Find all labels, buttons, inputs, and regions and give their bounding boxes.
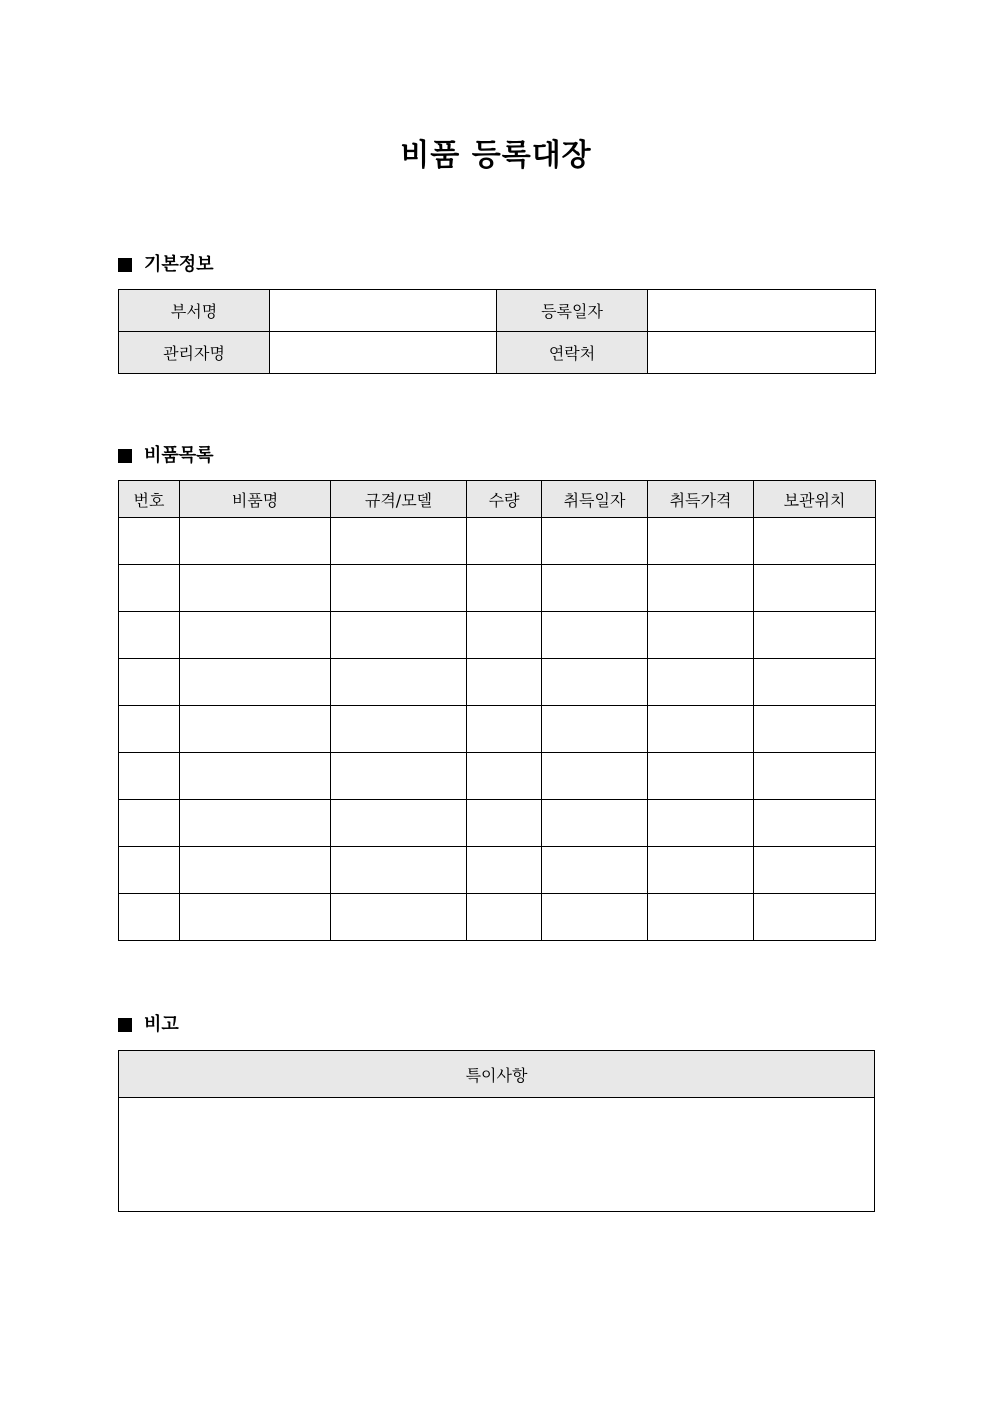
table-cell[interactable] (542, 894, 648, 941)
table-cell[interactable] (542, 706, 648, 753)
table-cell[interactable] (180, 800, 331, 847)
table-cell[interactable] (331, 706, 467, 753)
table-row (119, 706, 876, 753)
table-cell[interactable] (331, 800, 467, 847)
column-header-spec-model: 규격/모델 (331, 481, 467, 518)
table-row (119, 518, 876, 565)
table-cell[interactable] (180, 847, 331, 894)
table-row (119, 659, 876, 706)
table-cell[interactable] (331, 565, 467, 612)
table-cell[interactable] (467, 565, 542, 612)
items-table-body (119, 518, 876, 941)
table-cell[interactable] (180, 659, 331, 706)
table-cell[interactable] (648, 659, 754, 706)
table-cell[interactable] (180, 518, 331, 565)
table-cell[interactable] (648, 800, 754, 847)
table-cell[interactable] (119, 800, 180, 847)
column-header-item-name: 비품명 (180, 481, 331, 518)
table-cell[interactable] (542, 800, 648, 847)
table-cell[interactable] (648, 847, 754, 894)
manager-field[interactable] (270, 332, 497, 374)
column-header-quantity: 수량 (467, 481, 542, 518)
table-cell[interactable] (467, 612, 542, 659)
table-cell[interactable] (119, 612, 180, 659)
registration-date-field[interactable] (648, 290, 876, 332)
table-row (119, 800, 876, 847)
table-cell[interactable] (331, 753, 467, 800)
department-field[interactable] (270, 290, 497, 332)
table-cell[interactable] (331, 659, 467, 706)
label-registration-date: 등록일자 (497, 290, 648, 332)
label-manager: 관리자명 (119, 332, 270, 374)
page-title: 비품 등록대장 (400, 138, 592, 173)
table-cell[interactable] (180, 565, 331, 612)
table-cell[interactable] (467, 800, 542, 847)
table-cell[interactable] (467, 753, 542, 800)
table-cell[interactable] (331, 847, 467, 894)
table-row (119, 612, 876, 659)
table-cell[interactable] (542, 847, 648, 894)
section-heading-notes-label: 비고 (144, 1014, 179, 1035)
items-table (118, 480, 876, 941)
table-cell[interactable] (331, 518, 467, 565)
table-cell[interactable] (119, 659, 180, 706)
label-contact: 연락처 (497, 332, 648, 374)
table-cell[interactable] (754, 753, 876, 800)
table-row (119, 847, 876, 894)
table-cell[interactable] (648, 565, 754, 612)
table-row (119, 894, 876, 941)
label-department: 부서명 (119, 290, 270, 332)
table-cell[interactable] (331, 894, 467, 941)
basic-info-table (118, 289, 876, 374)
table-cell[interactable] (648, 706, 754, 753)
items-header-row (119, 481, 876, 518)
square-bullet-icon (118, 258, 132, 272)
column-header-storage-location: 보관위치 (754, 481, 876, 518)
table-cell[interactable] (180, 612, 331, 659)
column-header-acquisition-date: 취득일자 (542, 481, 648, 518)
table-cell[interactable] (180, 894, 331, 941)
table-cell[interactable] (119, 565, 180, 612)
table-cell[interactable] (754, 612, 876, 659)
table-cell[interactable] (754, 706, 876, 753)
table-cell[interactable] (119, 518, 180, 565)
table-cell[interactable] (119, 847, 180, 894)
section-heading-items (118, 444, 214, 468)
table-cell[interactable] (119, 706, 180, 753)
section-heading-basic (118, 253, 214, 277)
square-bullet-icon (118, 1018, 132, 1032)
table-cell[interactable] (467, 518, 542, 565)
column-header-number: 번호 (119, 481, 180, 518)
table-cell[interactable] (467, 847, 542, 894)
table-row (119, 753, 876, 800)
table-cell[interactable] (542, 753, 648, 800)
table-cell[interactable] (648, 518, 754, 565)
table-cell[interactable] (119, 753, 180, 800)
table-cell[interactable] (542, 612, 648, 659)
table-cell[interactable] (754, 659, 876, 706)
table-cell[interactable] (754, 847, 876, 894)
table-cell[interactable] (467, 894, 542, 941)
table-cell[interactable] (648, 612, 754, 659)
section-heading-basic-label: 기본정보 (144, 254, 214, 275)
table-cell[interactable] (754, 565, 876, 612)
table-cell[interactable] (542, 659, 648, 706)
table-cell[interactable] (648, 753, 754, 800)
table-cell[interactable] (754, 894, 876, 941)
section-heading-items-label: 비품목록 (144, 445, 214, 466)
table-cell[interactable] (467, 659, 542, 706)
contact-field[interactable] (648, 332, 876, 374)
table-cell[interactable] (648, 894, 754, 941)
table-cell[interactable] (542, 565, 648, 612)
table-cell[interactable] (542, 518, 648, 565)
notes-table (118, 1050, 875, 1212)
table-cell[interactable] (467, 706, 542, 753)
table-row (119, 565, 876, 612)
notes-label: 특이사항 (119, 1051, 875, 1098)
table-cell[interactable] (180, 753, 331, 800)
table-cell[interactable] (180, 706, 331, 753)
table-cell[interactable] (331, 612, 467, 659)
column-header-acquisition-price: 취득가격 (648, 481, 754, 518)
table-cell[interactable] (754, 800, 876, 847)
section-heading-notes (118, 1013, 179, 1037)
table-cell[interactable] (754, 518, 876, 565)
notes-content-field[interactable] (119, 1098, 875, 1212)
square-bullet-icon (118, 449, 132, 463)
table-cell[interactable] (119, 894, 180, 941)
